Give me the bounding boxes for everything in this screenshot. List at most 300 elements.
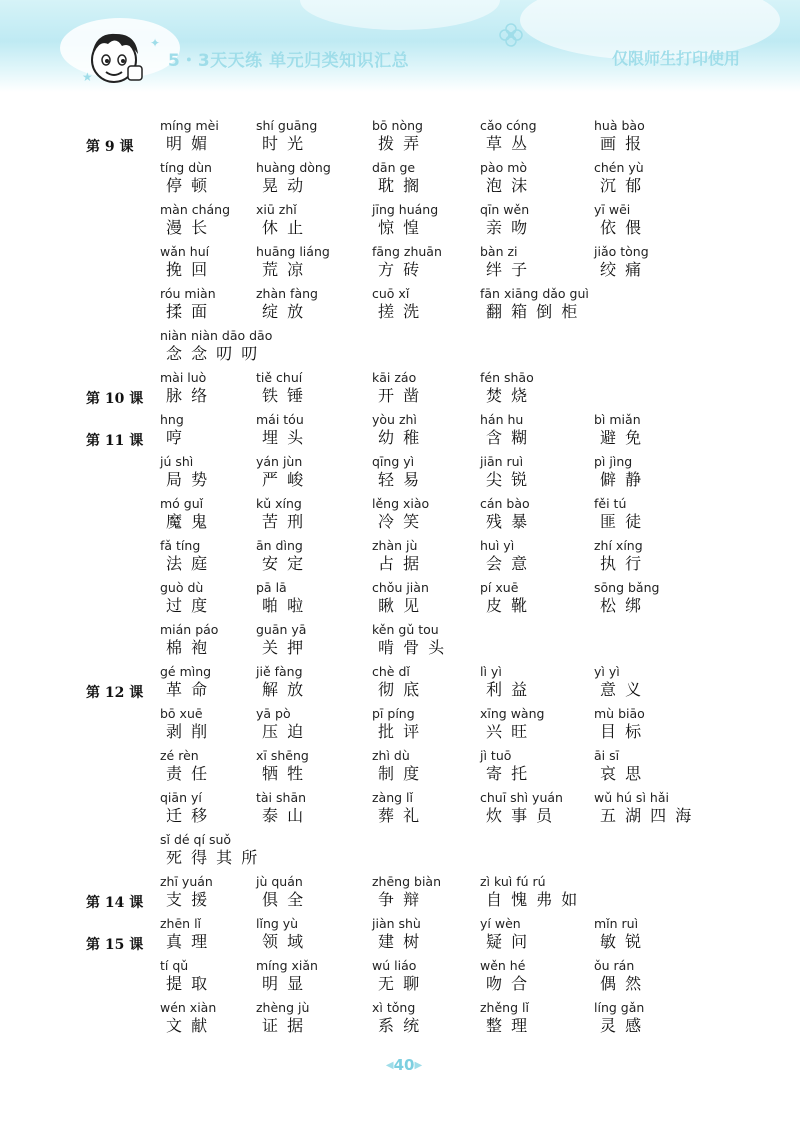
vocab-row [0,868,800,910]
pinyin: bàn zi [480,244,518,259]
pinyin: guān yā [256,622,307,637]
pinyin: wǎn huí [160,244,210,259]
vocab-entry [480,538,605,574]
vocab-entry [372,118,497,154]
vocab-entry [372,1000,497,1036]
vocab-row [0,196,800,238]
vocab-entry [372,916,497,952]
pinyin: chuī shì yuán [480,790,563,805]
vocab-row [0,910,800,952]
pinyin: bō xuē [160,706,203,721]
word: 目 标 [600,722,644,741]
vocab-entry [256,118,381,154]
pinyin: zé rèn [160,748,199,763]
vocab-entry [480,202,605,238]
word: 方 砖 [378,260,422,279]
vocab-entry [480,496,605,532]
word: 执 行 [600,554,644,573]
pinyin: jiān ruì [480,454,524,469]
page-number: 40 [393,1056,415,1074]
pinyin: dān ge [372,160,416,175]
pinyin: xī shēng [256,748,309,763]
vocab-entry [480,916,605,952]
pinyin: xiū zhǐ [256,202,297,217]
word: 哼 [166,428,185,447]
pinyin: pì jìng [594,454,633,469]
pinyin: pí xuē [480,580,519,595]
word: 啃 骨 头 [378,638,447,657]
pinyin: gé mìng [160,664,212,679]
word: 领 域 [262,932,306,951]
word: 魔 鬼 [166,512,210,531]
word: 棉 袍 [166,638,210,657]
vocab-entry [594,1000,719,1036]
vocab-entry [480,580,605,616]
vocab-entry [256,958,381,994]
pinyin: zhàn fàng [256,286,318,301]
pinyin: jiǎo tòng [594,244,649,259]
pinyin: fān xiāng dǎo guì [480,286,589,301]
word: 利 益 [486,680,530,699]
word: 拨 弄 [378,134,422,153]
page-header [0,0,800,92]
pinyin: fěi tú [594,496,627,511]
vocab-entry [594,958,719,994]
vocab-entry [256,412,381,448]
word: 幼 稚 [378,428,422,447]
vocab-entry [372,412,497,448]
lesson-label: 第 11 课 [86,433,144,449]
pinyin: cǎo cóng [480,118,537,133]
word: 整 理 [486,1016,530,1035]
word: 过 度 [166,596,210,615]
vocab-row [0,364,800,406]
pinyin: cán bào [480,496,530,511]
vocab-entry [594,118,719,154]
pinyin: sōng bǎng [594,580,660,595]
word: 剥 削 [166,722,210,741]
vocab-entry [256,538,381,574]
word: 哀 思 [600,764,644,783]
word: 自 愧 弗 如 [486,890,580,909]
pinyin: āi sī [594,748,620,763]
lesson-label: 第 14 课 [86,895,144,911]
word: 翻 箱 倒 柜 [486,302,580,321]
word: 寄 托 [486,764,530,783]
vocab-entry [372,538,497,574]
pinyin: yí wèn [480,916,521,931]
word: 占 据 [378,554,422,573]
pinyin: yòu zhì [372,412,417,427]
star-icon: ✦ [150,36,161,50]
word: 脉 络 [166,386,210,405]
word: 兴 旺 [486,722,530,741]
pinyin: jú shì [160,454,194,469]
pinyin: míng xiǎn [256,958,318,973]
word: 关 押 [262,638,306,657]
word: 意 义 [600,680,644,699]
vocab-entry [594,580,719,616]
word: 严 峻 [262,470,306,489]
pinyin: chè dǐ [372,664,410,679]
pinyin: yán jùn [256,454,303,469]
pinyin: wǔ hú sì hǎi [594,790,669,805]
word: 残 暴 [486,512,530,531]
pinyin: míng mèi [160,118,219,133]
word: 死 得 其 所 [166,848,260,867]
vocab-row [0,616,800,658]
pinyin: qīng yì [372,454,415,469]
vocab-entry [372,958,497,994]
word: 争 辩 [378,890,422,909]
pinyin: róu miàn [160,286,216,301]
vocab-entry [372,454,497,490]
pinyin: tí qǔ [160,958,189,973]
word: 迁 移 [166,806,210,825]
pinyin: zhī yuán [160,874,213,889]
vocab-entry [160,328,285,364]
pinyin: zì kuì fú rú [480,874,546,889]
pinyin: kāi záo [372,370,417,385]
word: 僻 静 [600,470,644,489]
pinyin: màn cháng [160,202,231,217]
pinyin: sǐ dé qí suǒ [160,832,232,847]
vocab-entry [256,370,381,406]
lesson-label: 第 9 课 [86,139,134,155]
pinyin: huàng dòng [256,160,331,175]
pinyin: jīng huáng [372,202,439,217]
word: 耽 搁 [378,176,422,195]
pinyin: wú liáo [372,958,417,973]
vocab-entry [594,916,719,952]
vocab-entry [480,286,605,322]
word: 明 显 [262,974,306,993]
vocab-entry [480,874,605,910]
word: 啪 啦 [262,596,306,615]
pinyin: shí guāng [256,118,318,133]
flower-icon [498,22,524,48]
vocab-entry [594,454,719,490]
word: 焚 烧 [486,386,530,405]
word: 制 度 [378,764,422,783]
vocab-entry [256,202,381,238]
vocab-entry [480,118,605,154]
vocab-entry [372,790,497,826]
header-title: 5・3天天练 单元归类知识汇总 [168,51,410,71]
word: 责 任 [166,764,210,783]
page-number-left-decoration-icon: ◀ [385,1060,394,1071]
word: 五 湖 四 海 [600,806,694,825]
word: 解 放 [262,680,306,699]
word: 绊 子 [486,260,530,279]
vocab-entry [256,622,381,658]
vocab-row [0,994,800,1036]
pinyin: zhàn jù [372,538,418,553]
vocab-entry [480,706,605,742]
vocab-entry [256,790,381,826]
pinyin: hán hu [480,412,524,427]
pinyin: lǐng yù [256,916,299,931]
word: 绽 放 [262,302,306,321]
vocab-entry [372,706,497,742]
pinyin: wěn hé [480,958,526,973]
pinyin: zàng lǐ [372,790,413,805]
pinyin: zhēn lǐ [160,916,202,931]
pinyin: mǐn ruì [594,916,639,931]
word: 揉 面 [166,302,210,321]
star-icon: ★ [82,70,93,84]
pinyin: niàn niàn dāo dāo [160,328,273,343]
word: 搓 洗 [378,302,422,321]
pinyin: pào mò [480,160,528,175]
pinyin: yī wēi [594,202,631,217]
vocab-entry [256,244,381,280]
word: 沉 郁 [600,176,644,195]
word: 瞅 见 [378,596,422,615]
vocab-entry [372,748,497,784]
vocab-entry [372,622,497,658]
vocab-entry [256,580,381,616]
pinyin: bō nòng [372,118,423,133]
word: 彻 底 [378,680,422,699]
vocab-row [0,112,800,154]
word: 休 止 [262,218,306,237]
word: 惊 惶 [378,218,422,237]
pinyin: qiān yí [160,790,202,805]
vocab-entry [480,160,605,196]
pinyin: yā pò [256,706,291,721]
pinyin: mó guǐ [160,496,204,511]
pinyin: pā lā [256,580,287,595]
pinyin: huāng liáng [256,244,330,259]
vocab-row [0,658,800,700]
vocab-entry [160,832,285,868]
vocab-entry [256,916,381,952]
word: 冷 笑 [378,512,422,531]
vocab-entry [480,244,605,280]
word: 草 丛 [486,134,530,153]
header-print-note: 仅限师生打印使用 [612,49,741,68]
vocab-entry [594,790,719,826]
vocab-entry [480,664,605,700]
pinyin: tíng dùn [160,160,212,175]
pinyin: fāng zhuān [372,244,442,259]
vocabulary-list [0,112,800,1036]
vocab-entry [480,958,605,994]
word: 革 命 [166,680,210,699]
vocab-entry [480,790,605,826]
lesson-label: 第 12 课 [86,685,144,701]
pinyin: wén xiàn [160,1000,217,1015]
vocab-entry [594,538,719,574]
word: 安 定 [262,554,306,573]
word: 开 凿 [378,386,422,405]
word: 压 迫 [262,722,306,741]
word: 皮 靴 [486,596,530,615]
vocab-entry [594,244,719,280]
vocab-entry [594,160,719,196]
word: 埋 头 [262,428,306,447]
vocab-entry [594,664,719,700]
vocab-row [0,784,800,826]
pinyin: zhèng jù [256,1000,310,1015]
word: 苦 刑 [262,512,306,531]
pinyin: chǒu jiàn [372,580,429,595]
pinyin: mái tóu [256,412,304,427]
pinyin: zhěng lǐ [480,1000,529,1015]
pinyin: mài luò [160,370,207,385]
word: 亲 吻 [486,218,530,237]
vocab-entry [256,748,381,784]
vocab-row [0,532,800,574]
pinyin: jì tuō [480,748,512,763]
pinyin: tài shān [256,790,307,805]
pinyin: tiě chuí [256,370,303,385]
pinyin: yì yì [594,664,620,679]
pinyin: kǔ xíng [256,496,302,511]
word: 局 势 [166,470,210,489]
pinyin: ān dìng [256,538,303,553]
vocab-entry [372,874,497,910]
vocab-entry [594,412,719,448]
pinyin: bì miǎn [594,412,641,427]
vocab-entry [594,496,719,532]
vocab-entry [594,748,719,784]
pinyin: hng [160,412,184,427]
word: 提 取 [166,974,210,993]
vocab-entry [372,580,497,616]
word: 建 树 [378,932,422,951]
word: 疑 问 [486,932,530,951]
page-number-right-decoration-icon: ▶ [414,1060,423,1071]
word: 匪 徒 [600,512,644,531]
word: 停 顿 [166,176,210,195]
word: 俱 全 [262,890,306,909]
vocab-row [0,238,800,280]
pinyin: jiàn shù [372,916,421,931]
vocab-entry [256,286,381,322]
pinyin: zhēng biàn [372,874,441,889]
pinyin: xīng wàng [480,706,545,721]
vocab-row [0,280,800,322]
word: 画 报 [600,134,644,153]
vocab-row [0,574,800,616]
word: 念 念 叨 叨 [166,344,260,363]
vocab-entry [480,370,605,406]
pinyin: huì yì [480,538,515,553]
word: 批 评 [378,722,422,741]
word: 泡 沫 [486,176,530,195]
word: 含 糊 [486,428,530,447]
vocab-entry [256,664,381,700]
pinyin: lěng xiào [372,496,430,511]
vocab-row [0,154,800,196]
pinyin: zhí xíng [594,538,643,553]
vocab-entry [372,244,497,280]
word: 文 献 [166,1016,210,1035]
vocab-entry [594,202,719,238]
word: 炊 事 员 [486,806,555,825]
pinyin: chén yù [594,160,644,175]
word: 偶 然 [600,974,644,993]
vocab-row [0,406,800,448]
word: 无 聊 [378,974,422,993]
word: 时 光 [262,134,306,153]
word: 避 免 [600,428,644,447]
lesson-label: 第 10 课 [86,391,144,407]
word: 支 援 [166,890,210,909]
word: 尖 锐 [486,470,530,489]
vocab-row [0,952,800,994]
vocab-row [0,826,800,868]
pinyin: jiě fàng [256,664,303,679]
vocab-entry [256,874,381,910]
vocab-entry [480,748,605,784]
vocab-row [0,490,800,532]
pinyin: huà bào [594,118,645,133]
word: 轻 易 [378,470,422,489]
vocab-row [0,448,800,490]
pinyin: jù quán [256,874,303,889]
pinyin: zhì dù [372,748,410,763]
word: 法 庭 [166,554,210,573]
word: 牺 牲 [262,764,306,783]
vocab-entry [256,1000,381,1036]
vocab-entry [372,664,497,700]
word: 漫 长 [166,218,210,237]
word: 铁 锤 [262,386,306,405]
vocab-entry [480,454,605,490]
word: 松 绑 [600,596,644,615]
vocab-entry [480,412,605,448]
word: 泰 山 [262,806,306,825]
vocab-entry [372,160,497,196]
vocab-entry [372,496,497,532]
page-number-badge [378,1056,430,1076]
word: 灵 感 [600,1016,644,1035]
word: 证 据 [262,1016,306,1035]
word: 会 意 [486,554,530,573]
pinyin: mián páo [160,622,219,637]
vocab-row [0,700,800,742]
word: 挽 回 [166,260,210,279]
word: 明 媚 [166,134,210,153]
pinyin: líng gǎn [594,1000,645,1015]
pinyin: pī píng [372,706,415,721]
vocab-entry [372,370,497,406]
pinyin: mù biāo [594,706,645,721]
word: 系 统 [378,1016,422,1035]
word: 依 偎 [600,218,644,237]
vocab-entry [372,202,497,238]
vocab-entry [594,706,719,742]
word: 葬 礼 [378,806,422,825]
word: 敏 锐 [600,932,644,951]
pinyin: guò dù [160,580,204,595]
lesson-label: 第 15 课 [86,937,144,953]
vocab-row [0,742,800,784]
word: 晃 动 [262,176,306,195]
vocab-row [0,322,800,364]
vocab-entry [480,1000,605,1036]
vocab-entry [372,286,497,322]
pinyin: fǎ tíng [160,538,201,553]
pinyin: xì tǒng [372,1000,416,1015]
vocab-entry [256,706,381,742]
word: 绞 痛 [600,260,644,279]
pinyin: kěn gǔ tou [372,622,439,637]
word: 荒 凉 [262,260,306,279]
